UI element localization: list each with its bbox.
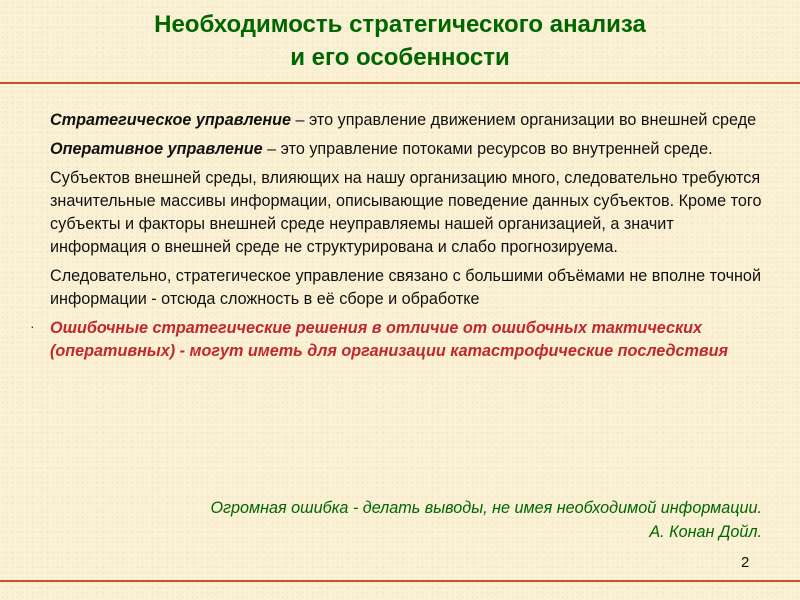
slide-title <box>0 8 800 74</box>
paragraph-conclusion: Следовательно, стратегическое управление связано с большими объёмами не вполне точной информации - отсюда сложность в её сборе и обработке <box>50 267 761 308</box>
paragraph-external-subjects: Субъектов внешней среды, влияющих на нашу организацию много, следовательно требуются значительные массивы информации, описывающие поведение данных субъектов. Кроме того субъекты и факторы внешней среде неуправляемы нашей организацией, а значит информация о внешней среде не структурирована и слабо прогнозируема. <box>50 169 762 256</box>
title-line-1: Необходимость стратегического анализа <box>154 11 646 38</box>
definition-strategic <box>50 109 770 132</box>
quote-text: Огромная ошибка - делать выводы, не имея необходимой информации. <box>210 499 762 517</box>
bullet-dot: · <box>30 318 35 334</box>
bottom-divider <box>0 580 800 582</box>
title-line-2: и его особенности <box>290 44 510 71</box>
definition-operational <box>50 138 770 161</box>
top-divider <box>0 82 800 84</box>
slide-body <box>50 109 770 369</box>
epigraph-quote <box>42 496 762 544</box>
page-number: 2 <box>741 554 750 571</box>
term-operational: Оперативное управление <box>50 140 263 158</box>
term-strategic: Стратегическое управление <box>50 111 292 129</box>
definition-operational-text: – это управление потоками ресурсов во внутренней среде. <box>262 140 713 158</box>
quote-author: А. Конан Дойл. <box>649 523 762 541</box>
definition-strategic-text: – это управление движением организации во внешней среде <box>291 111 757 129</box>
paragraph-warning: Ошибочные стратегические решения в отличие от ошибочных тактических (оперативных) - могут иметь для организации катастрофические последствия <box>50 319 729 360</box>
